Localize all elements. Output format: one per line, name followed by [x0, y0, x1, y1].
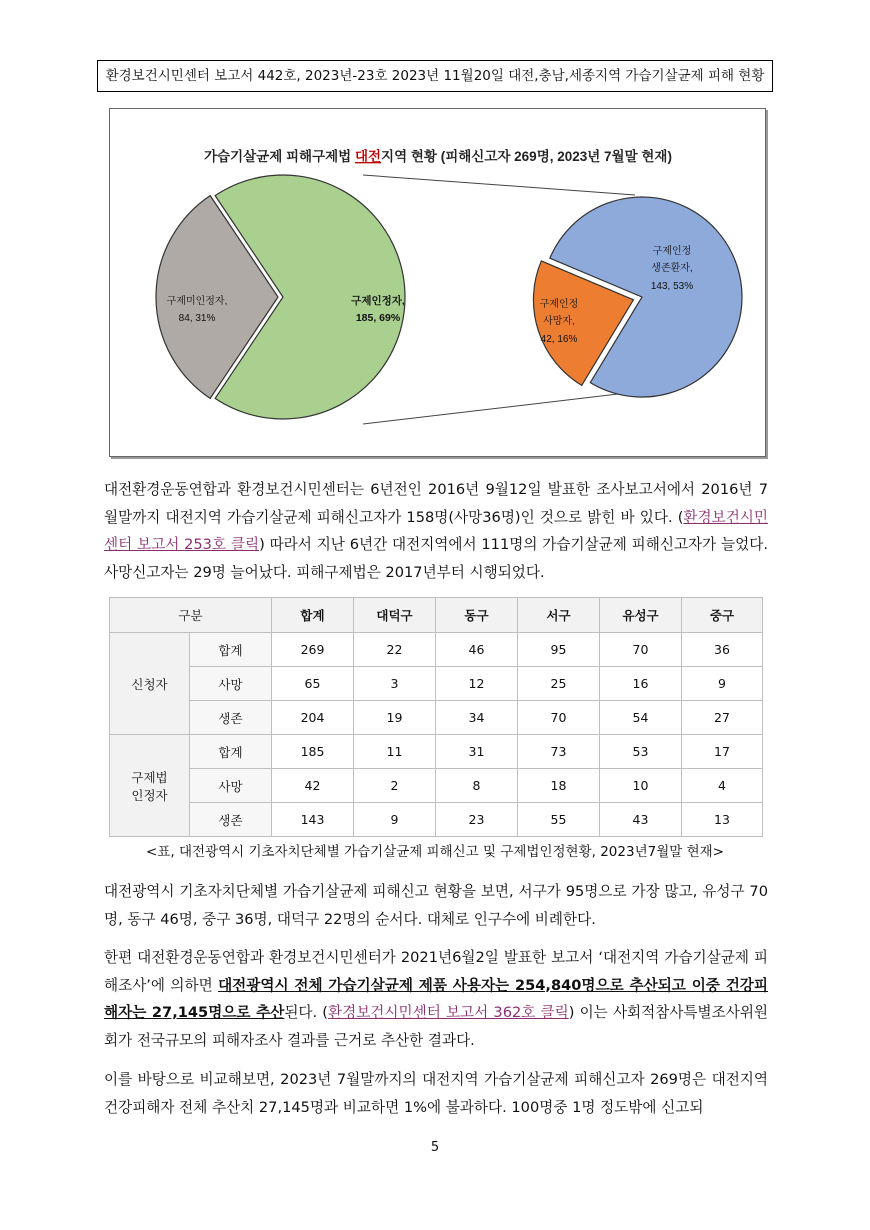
row-label: 합계	[190, 735, 272, 769]
unrecognized-value: 84, 31%	[178, 313, 216, 324]
group-recognized-line1: 구제법	[131, 769, 168, 785]
table-cell: 22	[354, 633, 436, 667]
paragraph-4-text: 이를 바탕으로 비교해보면, 2023년 7월말까지의 대전지역 가습기살균제 피해신고자 269명은 대전지역 건강피해자 전체 추산치 27,145명과 비교하면 1%에 불과하다. 100명중 1명 정도밖에 신고되	[104, 1071, 768, 1116]
table-header-dong: 동구	[436, 598, 518, 633]
table-cell: 10	[600, 769, 682, 803]
table-cell: 55	[518, 803, 600, 837]
table-cell: 269	[272, 633, 354, 667]
table-cell: 8	[436, 769, 518, 803]
table-cell: 2	[354, 769, 436, 803]
report-header	[97, 60, 773, 92]
deceased-label-line1: 구제인정	[539, 299, 579, 310]
group-recognized	[110, 735, 190, 837]
table-cell: 17	[682, 735, 763, 769]
paragraph-1-text-after: ) 따라서 지난 6년간 대전지역에서 111명의 가습기살균제 피해신고자가 늘었다. 사망신고자는 29명 늘어났다. 피해구제법은 2017년부터 시행되었다.	[104, 536, 768, 581]
table-cell: 27	[682, 701, 763, 735]
row-label: 사망	[190, 667, 272, 701]
table-header-row	[110, 598, 763, 633]
table-cell: 9	[354, 803, 436, 837]
row-label: 생존	[190, 803, 272, 837]
table-cell: 23	[436, 803, 518, 837]
report-362-link[interactable]: 환경보건시민센터 보고서 362호 클릭	[328, 1004, 569, 1021]
connector-line-top	[363, 175, 635, 195]
group-applicants: 신청자	[110, 633, 190, 735]
recognized-value: 185, 69%	[355, 312, 401, 324]
breakdown-pie	[533, 197, 742, 397]
recognized-label: 구제인정자,	[351, 295, 405, 307]
table-cell: 4	[682, 769, 763, 803]
paragraph-2-text: 대전광역시 기초자치단체별 가습기살균제 피해신고 현황을 보면, 서구가 95명으로 가장 많고, 유성구 70명, 동구 46명, 중구 36명, 대덕구 22명의 순서다. 대체로 인구수에 비례한다.	[104, 883, 768, 928]
table-row	[110, 769, 763, 803]
table-caption: <표, 대전광역시 기초자치단체별 가습기살균제 피해신고 및 구제법인정현황, 2023년7월말 현재>	[146, 844, 724, 860]
table-cell: 43	[600, 803, 682, 837]
table-cell: 95	[518, 633, 600, 667]
table-cell: 54	[600, 701, 682, 735]
table-cell: 25	[518, 667, 600, 701]
table-row	[110, 701, 763, 735]
paragraph-3-bold: 대전광역시 전체 가습기살균제 제품 사용자는 254,840명으로 추산되고 이중 건강피해자는 27,145명으로 추산	[104, 976, 768, 1021]
row-label: 사망	[190, 769, 272, 803]
paragraph-3-text-mid: 된다. (	[284, 1004, 329, 1021]
table-cell: 46	[436, 633, 518, 667]
table-cell: 204	[272, 701, 354, 735]
table-cell: 3	[354, 667, 436, 701]
paragraph-4	[104, 1066, 768, 1121]
table-cell: 12	[436, 667, 518, 701]
survivor-value: 143, 53%	[650, 281, 694, 292]
row-label: 합계	[190, 633, 272, 667]
table-cell: 11	[354, 735, 436, 769]
pie-chart-figure	[109, 108, 766, 457]
unrecognized-label: 구제미인정자,	[166, 296, 228, 307]
table-cell: 185	[272, 735, 354, 769]
table-header-total: 합계	[272, 598, 354, 633]
paragraph-3-text: 한편 대전환경운동연합과 환경보건시민센터가 2021년6월2일 발표한 보고서 ‘대전지역 가습기살균제 피해조사’에 의하면	[104, 949, 768, 994]
report-header-text: 환경보건시민센터 보고서 442호, 2023년-23호 2023년 11월20일 대전,충남,세종지역 가습기살균제 피해 현황	[105, 68, 765, 84]
table-header-daedeok: 대덕구	[354, 598, 436, 633]
breakdown-slice-label-deceased	[540, 297, 579, 345]
table-header-seo: 서구	[518, 598, 600, 633]
survivor-label-line1: 구제인정	[652, 246, 692, 257]
table-row	[110, 803, 763, 837]
table-cell: 18	[518, 769, 600, 803]
table-cell: 65	[272, 667, 354, 701]
district-table	[109, 597, 763, 837]
table-cell: 70	[600, 633, 682, 667]
table-cell: 13	[682, 803, 763, 837]
chart-title	[204, 148, 672, 164]
chart-title-highlight: 대전	[354, 149, 382, 164]
deceased-label-line2: 사망자,	[543, 316, 575, 327]
group-recognized-line2: 인정자	[131, 787, 168, 803]
table-cell: 16	[600, 667, 682, 701]
table-cell: 19	[354, 701, 436, 735]
row-label: 생존	[190, 701, 272, 735]
chart-title-part1: 가습기살균제 피해구제법	[204, 149, 355, 164]
table-cell: 9	[682, 667, 763, 701]
connector-line-bottom	[363, 392, 635, 424]
table-cell: 143	[272, 803, 354, 837]
pie-chart	[110, 109, 767, 458]
paragraph-2	[104, 878, 768, 933]
chart-title-part2: 지역 현황 (피해신고자 269명, 2023년 7월말 현재)	[381, 149, 672, 164]
table-cell: 36	[682, 633, 763, 667]
deceased-value: 42, 16%	[540, 334, 578, 345]
table-row	[110, 735, 763, 769]
page-number: 5	[430, 1140, 440, 1155]
table-row	[110, 633, 763, 667]
table-cell: 73	[518, 735, 600, 769]
table-header-jung: 중구	[682, 598, 763, 633]
paragraph-3-text-after: ) 이는 사회적참사특별조사위원회가 전국규모의 피해자조사 결과를 근거로 추산한 결과다.	[104, 1004, 769, 1049]
table-cell: 31	[436, 735, 518, 769]
table-cell: 42	[272, 769, 354, 803]
table-row	[110, 667, 763, 701]
paragraph-1	[104, 476, 768, 586]
table-header-gubun: 구분	[110, 598, 272, 633]
paragraph-3	[104, 944, 768, 1054]
survivor-label-line2: 생존환자,	[651, 263, 693, 274]
table-cell: 53	[600, 735, 682, 769]
paragraph-1-text: 대전환경운동연합과 환경보건시민센터는 6년전인 2016년 9월12일 발표한 조사보고서에서 2016년 7월말까지 대전지역 가습기살균제 피해신고자가 158명(사망36명)인 것으로 밝힌 바 있다. (	[104, 481, 768, 526]
breakdown-slice-label-survivor	[651, 244, 693, 292]
report-253-link[interactable]: 환경보건시민센터 보고서 253호 클릭	[104, 508, 768, 553]
table-cell: 34	[436, 701, 518, 735]
table-header-yuseong: 유성구	[600, 598, 682, 633]
table-cell: 70	[518, 701, 600, 735]
